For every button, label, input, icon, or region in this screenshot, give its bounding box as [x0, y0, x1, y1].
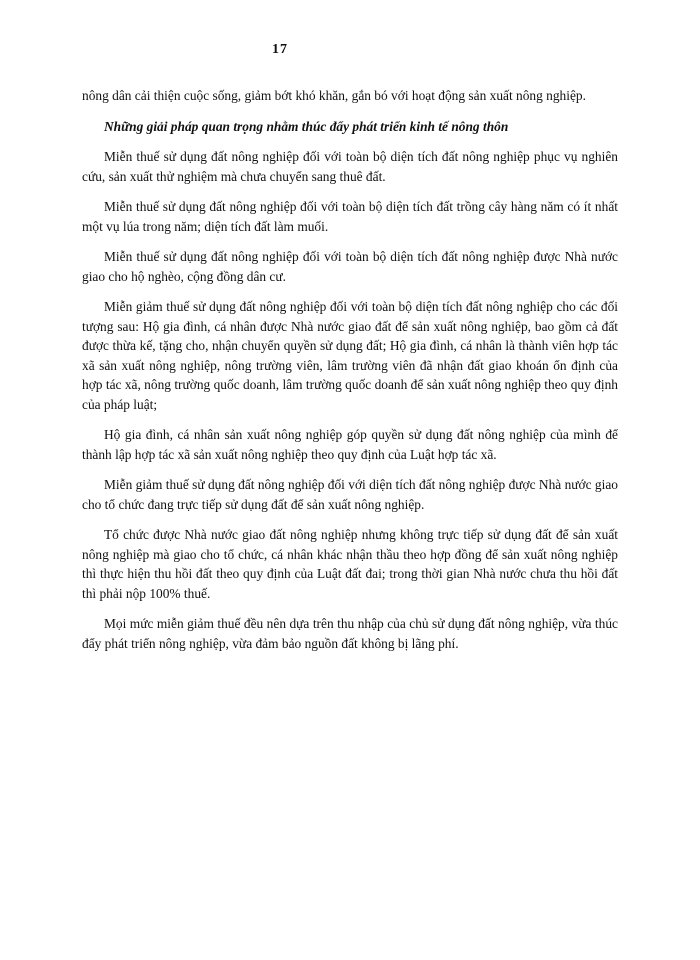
intro-paragraph: nông dân cải thiện cuộc sống, giảm bớt khó khăn, gắn bó với hoạt động sản xuất nông nghiệp. [82, 88, 586, 103]
document-body [82, 86, 618, 664]
paragraph-4: Miễn giảm thuế sử dụng đất nông nghiệp đối với toàn bộ diện tích đất nông nghiệp cho các đối tượng sau: Hộ gia đình, cá nhân được Nhà nước giao đất để sản xuất nông nghiệp, bao gồm cả đất được thừa kế, tặng cho, nhận chuyển quyền sử dụng đất; Hộ gia đình, cá nhân là thành viên hợp tác xã sản xuất nông nghiệp, nông trường viên, lâm trường viên đã nhận đất giao khoán ổn định của hợp tác xã, nông trường quốc doanh, lâm trường quốc doanh để sản xuất nông nghiệp theo quy định của pháp luật; [82, 299, 618, 412]
paragraph-2: Miễn thuế sử dụng đất nông nghiệp đối với toàn bộ diện tích đất trồng cây hàng năm có ít nhất một vụ lúa trong năm; diện tích đất làm muối. [82, 199, 618, 234]
paragraph-7: Tổ chức được Nhà nước giao đất nông nghiệp nhưng không trực tiếp sử dụng đất để sản xuất nông nghiệp mà giao cho tổ chức, cá nhân khác nhận thầu theo hợp đồng để sản xuất nông nghiệp thì thực hiện thu hồi đất theo quy định của Luật đất đai; trong thời gian Nhà nước chưa thu hồi đất thì phải nộp 100% thuế. [82, 527, 618, 601]
paragraph-6: Miễn giảm thuế sử dụng đất nông nghiệp đối với diện tích đất nông nghiệp được Nhà nước giao cho tổ chức đang trực tiếp sử dụng đất để sản xuất nông nghiệp. [82, 477, 618, 512]
section-heading: Những giải pháp quan trọng nhằm thúc đẩy phát triển kinh tế nông thôn [104, 118, 509, 134]
page-number: 17 [272, 42, 288, 57]
paragraph-8: Mọi mức miễn giảm thuế đều nên dựa trên thu nhập của chủ sử dụng đất nông nghiệp, vừa thúc đẩy phát triển nông nghiệp, vừa đảm bảo nguồn đất không bị lãng phí. [82, 616, 618, 651]
paragraph-3: Miễn thuế sử dụng đất nông nghiệp đối với toàn bộ diện tích đất nông nghiệp được Nhà nước giao cho hộ nghèo, cộng đồng dân cư. [82, 249, 618, 284]
paragraph-5: Hộ gia đình, cá nhân sản xuất nông nghiệp góp quyền sử dụng đất nông nghiệp của mình để thành lập hợp tác xã sản xuất nông nghiệp theo quy định của Luật hợp tác xã. [82, 427, 618, 462]
paragraph-1: Miễn thuế sử dụng đất nông nghiệp đối với toàn bộ diện tích đất nông nghiệp phục vụ nghiên cứu, sản xuất thử nghiệm mà chưa chuyển sang thuê đất. [82, 149, 618, 184]
